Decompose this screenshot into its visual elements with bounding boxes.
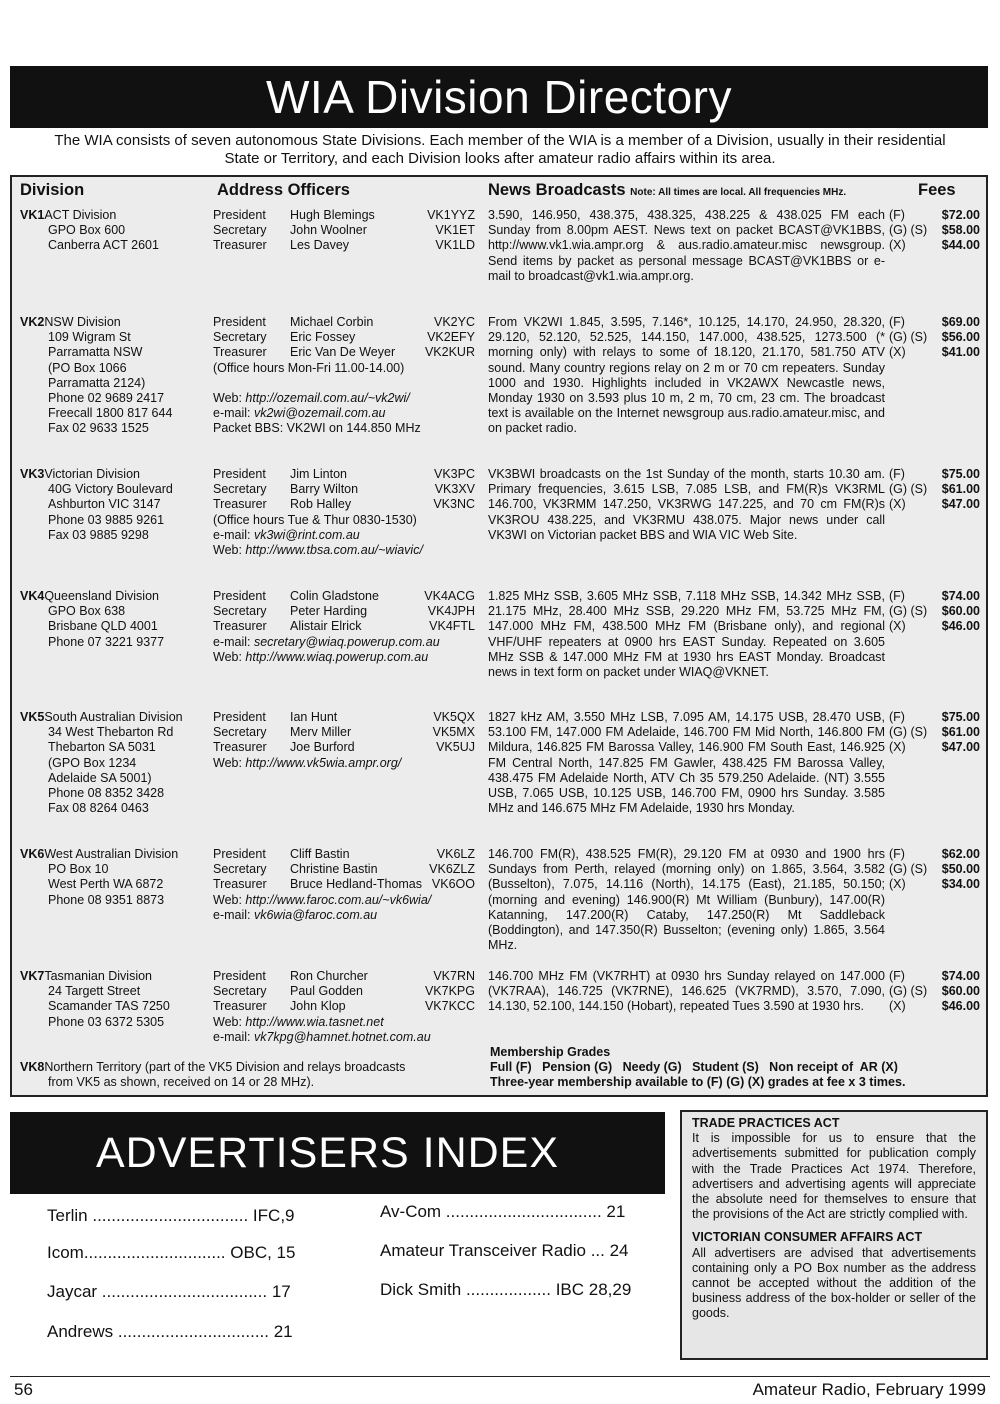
header-news-label: News Broadcasts	[488, 181, 626, 199]
fee-row	[889, 847, 980, 862]
address-line: Adelaide SA 5001)	[48, 770, 152, 785]
fee-row	[889, 315, 980, 330]
fee-grade: (X)	[889, 619, 906, 634]
vk8-call: VK8	[20, 1060, 45, 1074]
officer-extra-line	[213, 635, 475, 650]
division-address	[20, 467, 220, 543]
advertiser-item: Terlin ................................. IFC,9	[47, 1206, 295, 1225]
fee-row	[889, 619, 980, 634]
division-officers	[213, 847, 475, 923]
address-line: Ashburton VIC 3147	[48, 497, 161, 512]
officer-title: Treasurer	[213, 999, 267, 1014]
fee-amount: $47.00	[941, 740, 980, 755]
officer-row	[213, 315, 475, 330]
advertiser-item: Jaycar ................................... 17	[47, 1282, 291, 1301]
division-officers	[213, 710, 475, 771]
officer-title: President	[213, 969, 266, 983]
officer-row	[213, 208, 475, 223]
fee-amount: $46.00	[941, 619, 980, 634]
fee-amount: $75.00	[941, 710, 980, 724]
division-address	[20, 710, 220, 816]
division-fees	[889, 589, 980, 635]
fee-grade: (G) (S)	[889, 482, 928, 497]
address-line: Freecall 1800 817 644	[48, 406, 173, 421]
extra-label: Web:	[213, 755, 246, 770]
officer-name: Cliff Bastin	[290, 847, 350, 861]
officer-extra-line	[213, 756, 475, 771]
officer-callsign: VK3PC	[434, 467, 475, 481]
advertiser-item: Andrews ................................ 21	[47, 1322, 293, 1341]
address-line: Fax 03 9885 9298	[48, 527, 149, 542]
division-fees	[889, 208, 980, 254]
fee-amount: $74.00	[941, 969, 980, 983]
membership-grades	[490, 1045, 905, 1091]
fee-row	[889, 740, 980, 755]
division-name: West Australian Division	[44, 847, 179, 861]
fee-row	[889, 984, 980, 999]
fee-amount: $34.00	[941, 877, 980, 892]
officer-extra-line	[213, 406, 475, 421]
address-line: Phone 08 8352 3428	[48, 786, 165, 801]
officer-row	[213, 589, 475, 604]
officer-extra-line	[213, 1030, 475, 1045]
fee-grade: (X)	[889, 877, 906, 892]
officer-row	[213, 847, 475, 862]
officer-name: Jim Linton	[290, 467, 347, 481]
officer-name: Merv Miller	[290, 725, 352, 740]
extra-value: http://www.vk5wia.ampr.org/	[245, 755, 402, 770]
officer-title: President	[213, 589, 266, 603]
officer-extra-line	[213, 908, 475, 923]
extra-label: Web:	[213, 892, 246, 907]
extra-value: Packet BBS: VK2WI on 144.850 MHz	[213, 421, 421, 436]
vk8-line-2: from VK5 as shown, received on 14 or 28 MHz).	[48, 1075, 315, 1090]
fee-row	[889, 999, 980, 1014]
fee-row	[889, 482, 980, 497]
officer-row	[213, 740, 475, 755]
extra-value: secretary@wiaq.powerup.com.au	[253, 634, 440, 649]
fee-row	[889, 330, 980, 345]
grades-line-2: Three-year membership available to (F) (G) (X) grades at fee x 3 times.	[490, 1075, 906, 1090]
division-name: ACT Division	[44, 208, 117, 222]
officer-callsign: VK3XV	[434, 482, 475, 497]
fee-amount: $47.00	[941, 497, 980, 512]
fee-grade: (X)	[889, 740, 906, 755]
division-fees	[889, 710, 980, 756]
officer-title: Secretary	[213, 725, 267, 740]
address-line: Phone 02 9689 2417	[48, 391, 165, 406]
division-name: Tasmanian Division	[44, 969, 153, 983]
intro-text	[12, 132, 988, 168]
officer-callsign: VK2EFY	[427, 330, 475, 345]
trade-practices-body: It is impossible for us to ensure that the advertisements submitted for publication comply with the Trade Practices Act 1974. Therefore, advertisers and advertising agents will appreciate the absolute need for themselves to ensure that the provisions of the Act are strictly complied with.	[692, 1131, 976, 1222]
address-line: Phone 03 9885 9261	[48, 512, 165, 527]
division-fees	[889, 467, 980, 513]
division-address	[20, 315, 220, 437]
division-call: VK7	[20, 969, 45, 983]
officer-title: President	[213, 710, 266, 724]
officer-extra-line	[213, 376, 475, 391]
officer-callsign: VK7KCC	[424, 999, 475, 1014]
advertiser-item: Av-Com ................................. 21	[380, 1202, 626, 1221]
officer-extra-line	[213, 893, 475, 908]
address-line: (GPO Box 1234	[48, 755, 137, 770]
division-name: NSW Division	[44, 315, 121, 329]
extra-value: (Office hours Tue & Thur 0830-1530)	[213, 512, 417, 527]
news-broadcasts: 146.700 MHz FM (VK7RHT) at 0930 hrs Sunday relayed on 147.000 (VK7RAA), 146.725 (VK7RNE), 146.625 (VK7RMD), 3.570, 7.090, 14.130, 52.100, 144.150 (Hobart), repeated Tues 3.590 at 1930 hrs.	[488, 969, 885, 1014]
officer-row	[213, 725, 475, 740]
officer-row	[213, 604, 475, 619]
officer-callsign: VK4JPH	[427, 604, 475, 619]
officer-row	[213, 238, 475, 253]
header-fees: Fees	[918, 181, 956, 199]
officer-row	[213, 467, 475, 482]
address-line: 34 West Thebarton Rd	[48, 725, 174, 740]
fee-row	[889, 223, 980, 238]
division-fees	[889, 847, 980, 893]
officer-callsign: VK2YC	[434, 315, 475, 329]
division-officers	[213, 467, 475, 558]
address-line: Brisbane QLD 4001	[48, 619, 158, 634]
page-number: 56	[14, 1380, 33, 1399]
fee-row	[889, 877, 980, 892]
extra-label: e-mail:	[213, 527, 254, 542]
officer-callsign: VK5QX	[433, 710, 475, 724]
officer-title: Secretary	[213, 330, 267, 345]
address-line: GPO Box 638	[48, 604, 126, 619]
officer-name: Colin Gladstone	[290, 589, 379, 603]
officer-row	[213, 710, 475, 725]
officer-row	[213, 345, 475, 360]
division-call: VK2	[20, 315, 45, 329]
officer-callsign: VK6OO	[431, 877, 475, 892]
extra-label: Web:	[213, 390, 246, 405]
officer-name: Eric Fossey	[290, 330, 356, 345]
address-line: Phone 07 3221 9377	[48, 634, 165, 649]
consumer-affairs-title: VICTORIAN CONSUMER AFFAIRS ACT	[692, 1230, 923, 1245]
division-call: VK3	[20, 467, 45, 481]
officer-callsign: VK5UJ	[436, 740, 475, 755]
officer-extra-line	[213, 543, 475, 558]
fee-row	[889, 710, 980, 725]
advertiser-item: Dick Smith .................. IBC 28,29	[380, 1280, 632, 1299]
officer-extra-line	[213, 513, 475, 528]
officer-extra-line	[213, 361, 475, 376]
officer-row	[213, 497, 475, 512]
extra-value: (Office hours Mon-Fri 11.00-14.00)	[213, 360, 405, 375]
division-call: VK6	[20, 847, 45, 861]
officer-name: Hugh Blemings	[290, 208, 375, 222]
officer-title: President	[213, 467, 266, 481]
fee-amount: $74.00	[941, 589, 980, 603]
advertisers-index-title: ADVERTISERS INDEX	[96, 1129, 560, 1177]
address-line: GPO Box 600	[48, 223, 126, 238]
extra-value: vk3wi@rint.com.au	[253, 527, 360, 542]
division-officers	[213, 208, 475, 254]
fee-grade: (G) (S)	[889, 330, 928, 345]
officer-title: Secretary	[213, 604, 267, 619]
address-line: PO Box 10	[48, 862, 109, 877]
officer-name: Rob Halley	[290, 497, 352, 512]
officer-name: John Klop	[290, 999, 346, 1014]
fee-row	[889, 467, 980, 482]
division-name: South Australian Division	[44, 710, 183, 724]
officer-row	[213, 330, 475, 345]
legal-notice-box	[680, 1110, 988, 1360]
address-line: Phone 08 9351 8873	[48, 892, 165, 907]
officer-title: Secretary	[213, 223, 267, 238]
extra-value: vk7kpg@hamnet.hotnet.com.au	[253, 1029, 431, 1044]
extra-label: Web:	[213, 542, 246, 557]
officer-name: Joe Burford	[290, 740, 355, 755]
officer-name: Les Davey	[290, 238, 350, 253]
division-directory	[10, 175, 988, 1097]
news-broadcasts: 1827 kHz AM, 3.550 MHz LSB, 7.095 AM, 14.175 USB, 28.470 USB, 53.100 FM, 147.000 FM Adelaide, 146.700 FM Mid North, 146.800 FM Mildura, 146.825 FM Barossa Valley, 146.900 FM South East, 146.925 FM Central North, 147.825 FM Gawler, 438.425 FM Barossa Valley, 438.475 FM Adelaide North, ATV Ch 35 579.250 Adelaide. (NT) 3.555 USB, 7.065 USB, 10.125 USB, 146.700 FM, 0900 hrs Sunday. 3.585 MHz and 146.675 MHz FM Adelaide, 1930 hrs Monday.	[488, 710, 885, 816]
officer-callsign: VK6ZLZ	[429, 862, 475, 877]
officer-name: Barry Wilton	[290, 482, 359, 497]
officer-row	[213, 223, 475, 238]
fee-amount: $69.00	[941, 315, 980, 329]
fee-grade: (X)	[889, 497, 906, 512]
fee-amount: $41.00	[941, 345, 980, 360]
officer-callsign: VK2KUR	[424, 345, 475, 360]
division-name: Queensland Division	[44, 589, 159, 603]
trade-practices-title: TRADE PRACTICES ACT	[692, 1116, 840, 1130]
division-call: VK4	[20, 589, 45, 603]
header-division: Division	[20, 181, 85, 199]
officer-row	[213, 619, 475, 634]
officer-title: Treasurer	[213, 619, 267, 634]
division-fees	[889, 315, 980, 361]
officer-title: Secretary	[213, 862, 267, 877]
extra-value: http://www.tbsa.com.au/~wiavic/	[245, 542, 423, 557]
division-officers	[213, 589, 475, 665]
officer-row	[213, 482, 475, 497]
officer-extra-line	[213, 650, 475, 665]
officer-extra-line	[213, 528, 475, 543]
news-broadcasts: From VK2WI 1.845, 3.595, 7.146*, 10.125, 14.170, 24.950, 28.320, 29.120, 52.120, 52.525, 144.150, 147.000, 438.525, 1273.500 (* morning only) with relays to some of 18.120, 21.170, 581.750 ATV sound. Many country regions relay on 2 m or 70 cm repeaters. Sunday 1000 and 1930. Highlights included in VK2AWX Newcastle news, Monday 1930 on 3.593 plus 10 m, 2 m, 70 cm, 23 cm. The broadcast text is available on the Internet newsgroup aus.radio.amateur.misc, and on packet radio.	[488, 315, 885, 436]
officer-title: Treasurer	[213, 740, 267, 755]
fee-grade: (G) (S)	[889, 223, 928, 238]
fee-grade: (F)	[889, 315, 905, 329]
officer-name: Eric Van De Weyer	[290, 345, 396, 360]
advertiser-item: Amateur Transceiver Radio ... 24	[380, 1241, 629, 1260]
fee-row	[889, 604, 980, 619]
fee-amount: $72.00	[941, 208, 980, 222]
division-address	[20, 208, 220, 254]
officer-callsign: VK3NC	[433, 497, 475, 512]
consumer-affairs-body: All advertisers are advised that advertisements containing only a PO Box number as the address cannot be accepted without the addition of the business address of the box-holder or seller of the goods.	[692, 1245, 976, 1321]
grades-title: Membership Grades	[490, 1045, 611, 1059]
officer-row	[213, 999, 475, 1014]
fee-grade: (F)	[889, 467, 905, 481]
officer-title: Secretary	[213, 482, 267, 497]
officer-title: Treasurer	[213, 238, 267, 253]
officer-row	[213, 969, 475, 984]
fee-grade: (F)	[889, 589, 905, 603]
officer-callsign: VK5MX	[432, 725, 475, 740]
division-call: VK5	[20, 710, 45, 724]
intro-line-2: State or Territory, and each Division looks after amateur radio affairs within its area.	[224, 150, 776, 167]
fee-grade: (X)	[889, 345, 906, 360]
footer-rule	[10, 1376, 990, 1377]
officer-callsign: VK4ACG	[424, 589, 475, 603]
fee-grade: (G) (S)	[889, 862, 928, 877]
extra-label: e-mail:	[213, 1029, 254, 1044]
fee-amount: $75.00	[941, 467, 980, 481]
fee-amount: $61.00	[941, 725, 980, 740]
news-broadcasts: 1.825 MHz SSB, 3.605 MHz SSB, 7.118 MHz SSB, 14.342 MHz SSB, 21.175 MHz, 28.400 MHz SSB, 29.220 MHz FM, 53.725 MHz FM, 147.000 MHz FM, 438.500 MHz FM (Brisbane only), and regional VHF/UHF repeaters at 0900 hrs EAST Sunday. Repeated on 3.605 MHz SSB & 147.000 MHz FM at 1930 hrs EAST Monday. Broadcast news in text form on packet under WIAQ@VKNET.	[488, 589, 885, 680]
header-officers: Address Officers	[217, 181, 350, 199]
news-broadcasts: 3.590, 146.950, 438.375, 438.325, 438.225 & 438.025 FM each Sunday from 8.00pm AEST. News text on packet BCAST@VK1BBS, http://www.vk1.wia.ampr.org & aus.radio.amateur.misc newsgroup. Send items by packet as personal message BCAST@VK1BBS or e-mail to broadcast@vk1.wia.ampr.org.	[488, 208, 885, 283]
fee-row	[889, 238, 980, 253]
fee-grade: (F)	[889, 208, 905, 222]
fee-grade: (G) (S)	[889, 725, 928, 740]
officer-row	[213, 862, 475, 877]
fee-grade: (F)	[889, 847, 905, 861]
fee-grade: (G) (S)	[889, 604, 928, 619]
division-name: Victorian Division	[44, 467, 140, 481]
extra-value: http://www.wia.tasnet.net	[245, 1014, 384, 1029]
officer-name: Bruce Hedland-Thomas	[290, 877, 423, 892]
officer-callsign: VK4FTL	[429, 619, 475, 634]
intro-line-1: The WIA consists of seven autonomous State Divisions. Each member of the WIA is a member of a Division, usually in their residential	[54, 132, 946, 149]
officer-callsign: VK6LZ	[436, 847, 475, 861]
officer-callsign: VK7RN	[433, 969, 475, 983]
publication-name: Amateur Radio, February 1999	[752, 1380, 986, 1399]
extra-value: http://www.wiaq.powerup.com.au	[245, 649, 429, 664]
fee-row	[889, 208, 980, 223]
officer-title: Treasurer	[213, 497, 267, 512]
extra-label: Web:	[213, 1014, 246, 1029]
news-broadcasts: VK3BWI broadcasts on the 1st Sunday of the month, starts 10.30 am. Primary frequencies, 3.615 LSB, 7.085 LSB, and FM(R)s VK3RML 146.700, VK3RMM 147.250, VK3RWG 147.225, and 70 cm FM(R)s VK3ROU 438.225, and VK3RMU 438.075. Major news under call VK3WI on Victorian packet BBS and WIA VIC Web Site.	[488, 467, 885, 542]
officer-name: Alistair Elrick	[290, 619, 362, 634]
header-news-note: Note: All times are local. All frequencies MHz.	[630, 187, 847, 198]
division-address	[20, 847, 220, 908]
address-line: Scamander TAS 7250	[48, 999, 170, 1014]
grades-line-1: Full (F) Pension (G) Needy (G) Student (S) Non receipt of AR (X)	[490, 1060, 898, 1075]
advertiser-item: Icom.............................. OBC, 15	[47, 1243, 296, 1262]
address-line: Phone 03 6372 5305	[48, 1014, 165, 1029]
officer-callsign: VK1ET	[435, 223, 475, 238]
address-line: Parramatta 2124)	[48, 375, 146, 390]
officer-name: Paul Godden	[290, 984, 363, 999]
officer-extra-line	[213, 1015, 475, 1030]
extra-label: e-mail:	[213, 634, 254, 649]
page-title: WIA Division Directory	[266, 71, 732, 123]
fee-grade: (F)	[889, 969, 905, 983]
division-address	[20, 969, 220, 1030]
address-line: Fax 08 8264 0463	[48, 801, 149, 816]
address-line: West Perth WA 6872	[48, 877, 164, 892]
fee-row	[889, 725, 980, 740]
fee-row	[889, 589, 980, 604]
vk8-line-1: Northern Territory (part of the VK5 Division and relays broadcasts	[44, 1060, 406, 1074]
fee-row	[889, 862, 980, 877]
officer-name: Christine Bastin	[290, 862, 378, 877]
division-call: VK1	[20, 208, 45, 222]
officer-name: Ron Churcher	[290, 969, 368, 983]
fee-row	[889, 497, 980, 512]
fee-amount: $56.00	[941, 330, 980, 345]
fee-amount: $46.00	[941, 999, 980, 1014]
address-line: (PO Box 1066	[48, 360, 127, 375]
officer-extra-line	[213, 421, 475, 436]
officer-name: Michael Corbin	[290, 315, 374, 329]
officer-callsign: VK1YYZ	[427, 208, 475, 222]
extra-value: vk6wia@faroc.com.au	[253, 907, 378, 922]
division-address	[20, 589, 220, 650]
header-news	[488, 181, 846, 200]
fee-amount: $60.00	[941, 604, 980, 619]
address-line: 24 Targett Street	[48, 984, 141, 999]
officer-title: President	[213, 208, 266, 222]
division-officers	[213, 315, 475, 437]
fee-amount: $58.00	[941, 223, 980, 238]
extra-value: http://ozemail.com.au/~vk2wi/	[245, 390, 410, 405]
fee-row	[889, 345, 980, 360]
officer-extra-line	[213, 391, 475, 406]
advertisers-index-banner	[10, 1112, 665, 1194]
address-line: Thebarton SA 5031	[48, 740, 156, 755]
officer-title: President	[213, 315, 266, 329]
officer-name: John Woolner	[290, 223, 367, 238]
division-fees	[889, 969, 980, 1015]
officer-title: Secretary	[213, 984, 267, 999]
officer-name: Ian Hunt	[290, 710, 338, 724]
fee-amount: $44.00	[941, 238, 980, 253]
vk8-entry	[20, 1060, 470, 1090]
fee-grade: (X)	[889, 999, 906, 1014]
page-title-banner	[10, 66, 988, 128]
fee-grade: (G) (S)	[889, 984, 928, 999]
news-broadcasts: 146.700 FM(R), 438.525 FM(R), 29.120 FM at 0930 and 1900 hrs Sundays from Perth, relayed (morning only) on 1.865, 3.564, 3.582 (Busselton), 7.075, 14.116 (North), 14.175 (East), 21.185, 50.150; (morning and evening) 146.900(R) Mt William (Bunbury), 147.00(R) Katanning, 147.200(R) Cataby, 147.250(R) Mt Saddleback (Boddington), and 147.350(R) Busselton; (evening only) 1.865, 3.564 MHz.	[488, 847, 885, 953]
officer-title: Treasurer	[213, 345, 267, 360]
fee-amount: $50.00	[941, 862, 980, 877]
fee-amount: $61.00	[941, 482, 980, 497]
fee-row	[889, 969, 980, 984]
officer-callsign: VK1LD	[435, 238, 475, 253]
extra-label: e-mail:	[213, 406, 254, 421]
fee-amount: $62.00	[941, 847, 980, 861]
fee-amount: $60.00	[941, 984, 980, 999]
address-line: 40G Victory Boulevard	[48, 482, 173, 497]
officer-title: Treasurer	[213, 877, 267, 892]
address-line: Fax 02 9633 1525	[48, 421, 149, 436]
address-line: Canberra ACT 2601	[48, 238, 159, 253]
fee-grade: (F)	[889, 710, 905, 724]
address-line: 109 Wigram St	[48, 330, 131, 345]
division-officers	[213, 969, 475, 1045]
address-line: Parramatta NSW	[48, 345, 143, 360]
officer-title: President	[213, 847, 266, 861]
extra-value: http://www.faroc.com.au/~vk6wia/	[245, 892, 432, 907]
extra-label: e-mail:	[213, 907, 254, 922]
extra-label: Web:	[213, 649, 246, 664]
officer-row	[213, 984, 475, 999]
fee-grade: (X)	[889, 238, 906, 253]
officer-callsign: VK7KPG	[424, 984, 475, 999]
extra-value: vk2wi@ozemail.com.au	[253, 406, 386, 421]
officer-row	[213, 877, 475, 892]
officer-name: Peter Harding	[290, 604, 368, 619]
